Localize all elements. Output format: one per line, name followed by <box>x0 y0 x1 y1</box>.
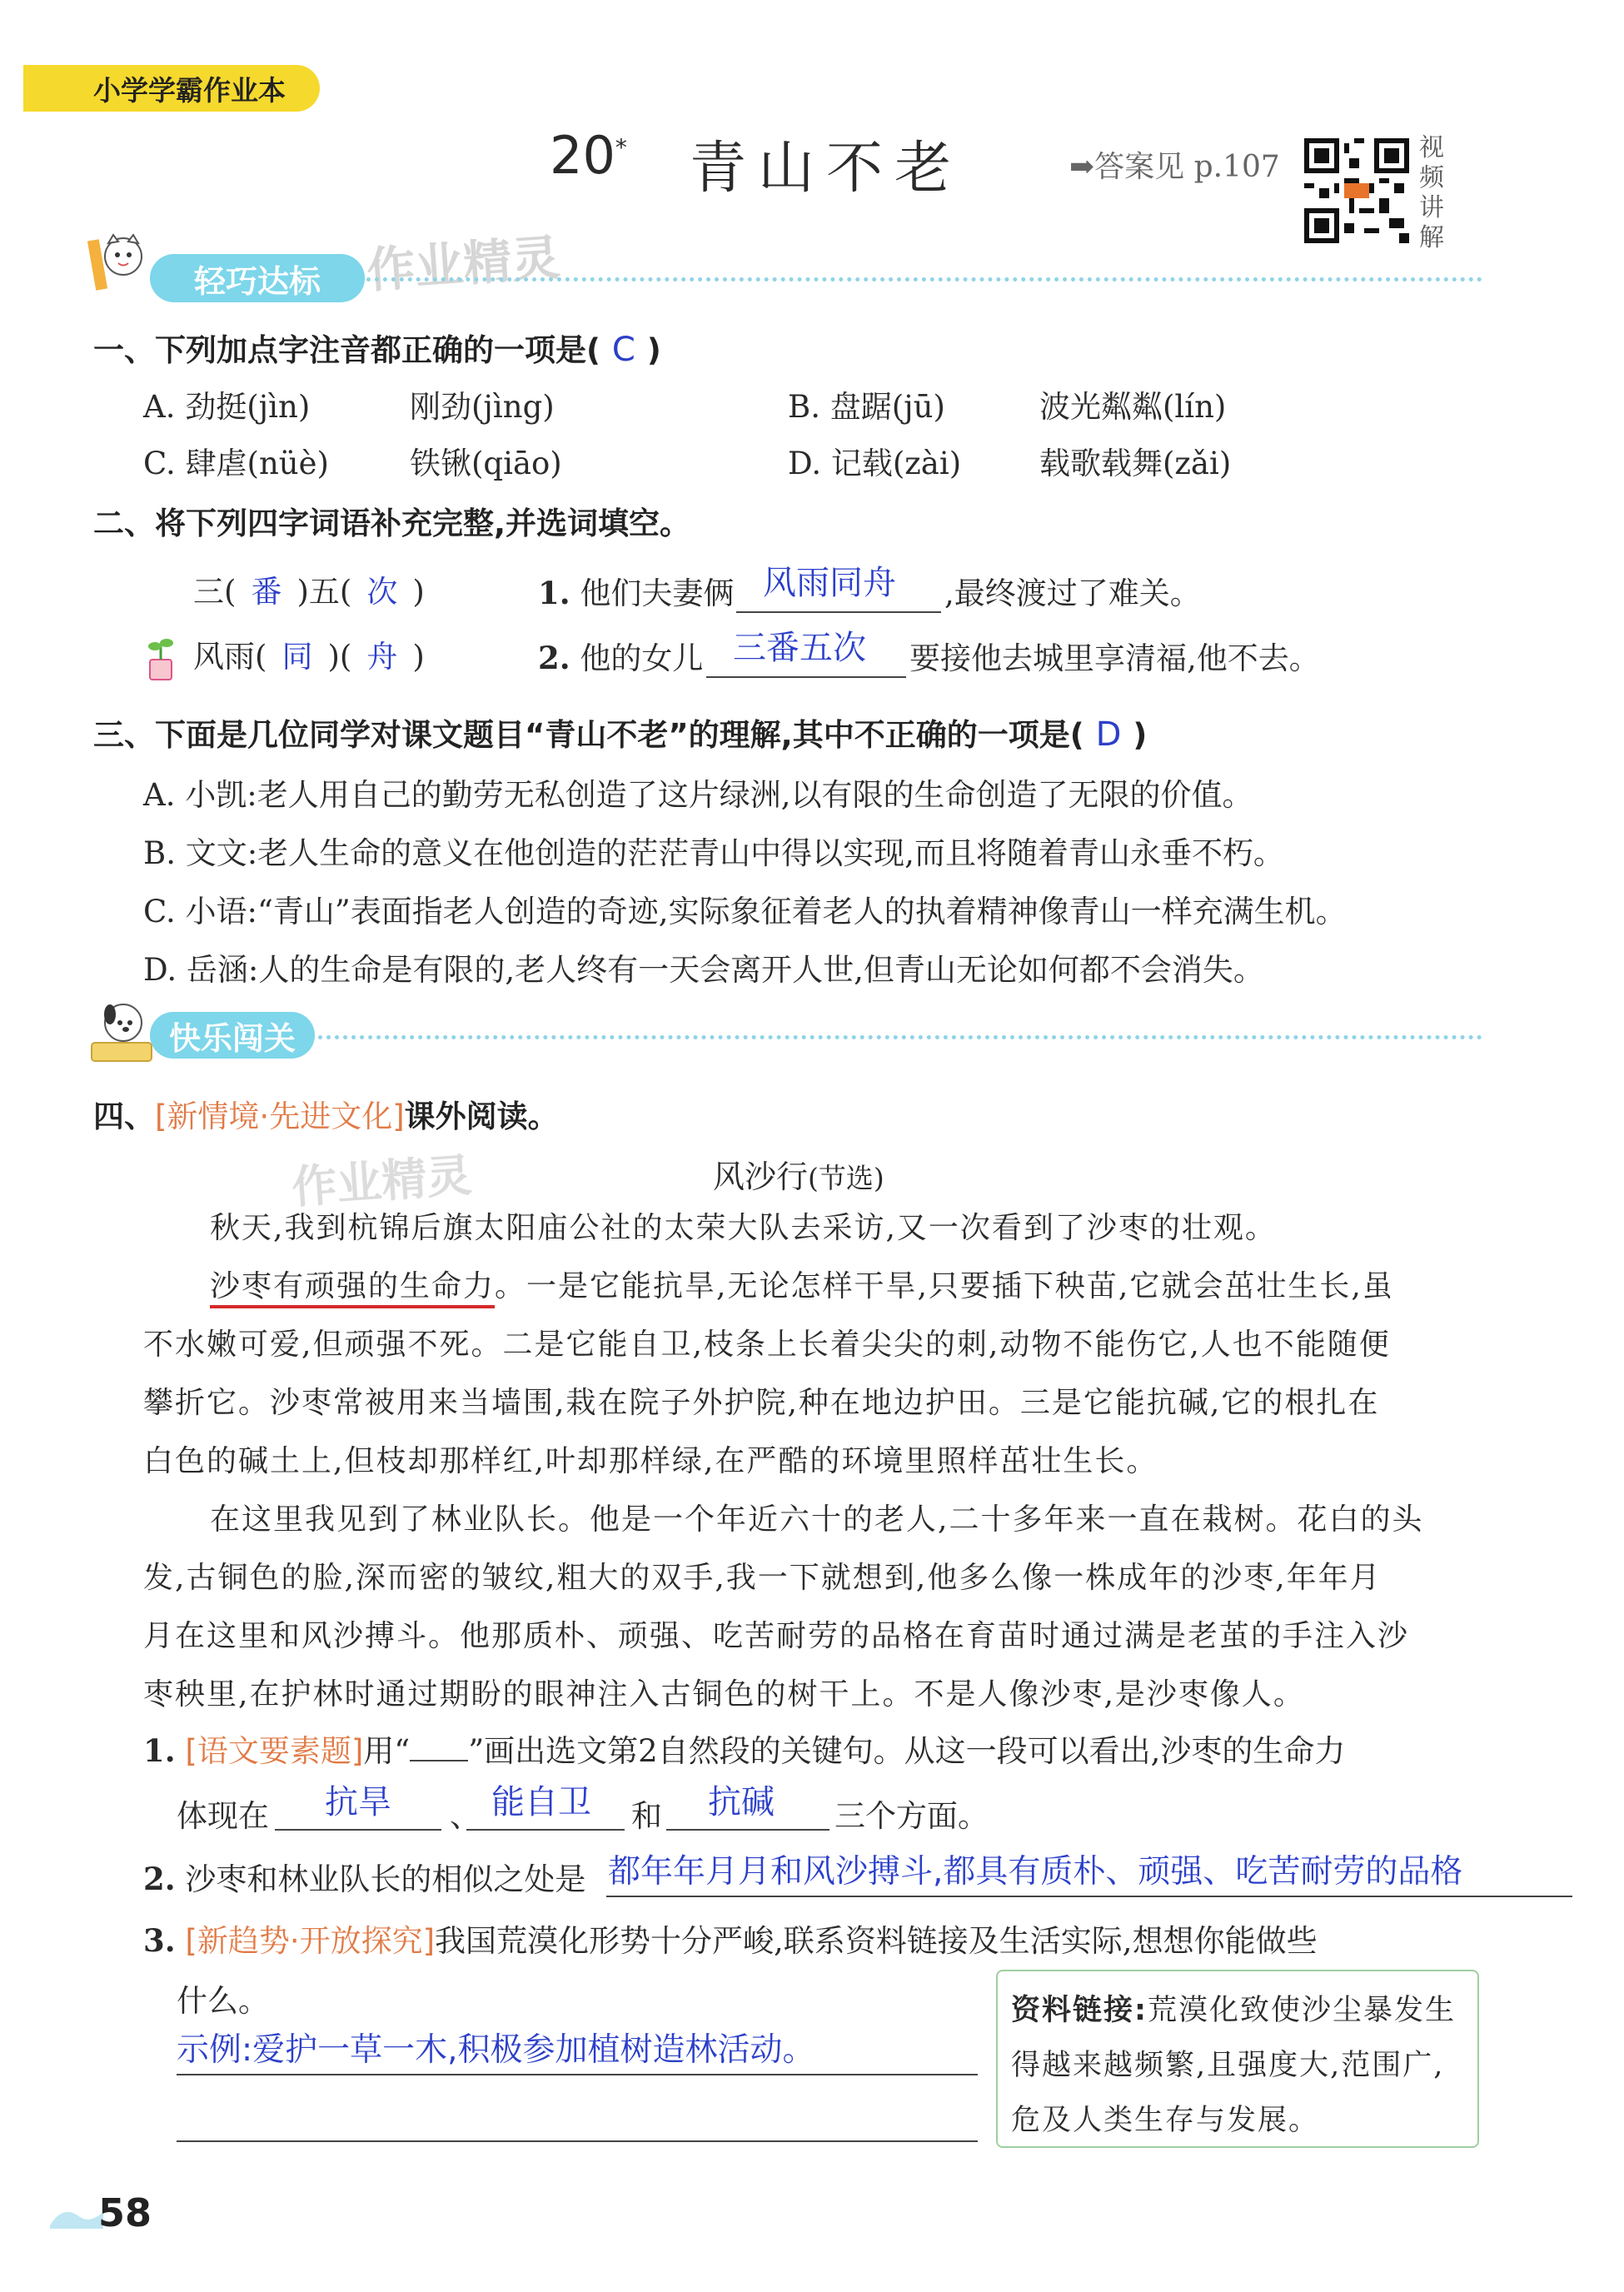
q3-answer: D <box>1095 715 1122 754</box>
passage-line: 攀折它。沙枣常被用来当墙围,栽在院子外护院,种在地边护田。三是它能抗碱,它的根扎在 <box>143 1386 1380 1420</box>
answer-blank-line <box>177 2074 978 2075</box>
passage-title: 风沙行(节选) <box>713 1158 884 1195</box>
q3-option-c: C. 小语:“青山”表面指老人创造的奇迹,实际象征着老人的执着精神像青山一样充满生机。 <box>143 894 1347 929</box>
video-explanation-label: 视 频 讲 解 <box>1419 133 1444 252</box>
resource-link-box <box>996 1970 1479 2148</box>
resource-text: 荒漠化致使沙尘暴发生得越来越频繁,且强度大,范围广,危及人类生存与发展。 <box>1011 1994 1457 2137</box>
plant-icon <box>140 633 182 683</box>
watermark: 作业精灵 <box>290 1148 474 1214</box>
q4-tag: [新情境·先进文化] <box>155 1099 405 1134</box>
answer-blank-line <box>666 1829 829 1831</box>
passage-line: 枣秧里,在护林时通过期盼的眼神注入古铜色的树干上。不是人像沙枣,是沙枣像人。 <box>143 1677 1305 1712</box>
q2-sentence-1: 1. 他们夫妻俩 <box>538 575 735 611</box>
qr-code[interactable] <box>1304 138 1409 243</box>
answer-blank-line <box>736 611 941 613</box>
answer-blank-line <box>706 676 906 678</box>
subquestion-3: 3. [新趋势·开放探究]我国荒漠化形势十分严峻,联系资料链接及生活实际,想想你能做些 <box>143 1922 1318 1959</box>
q1-answer: C <box>611 331 635 369</box>
q2-answer-1: 风雨同舟 <box>763 564 896 602</box>
passage-paragraph-3: 在这里我见到了林业队长。他是一个年近六十的老人,二十多年来一直在栽树。花白的头 <box>210 1502 1424 1537</box>
resource-label: 资料链接: <box>1011 1994 1148 2027</box>
q1-option-c: C. 肆虐(nüè) <box>143 446 329 481</box>
answer-reference: ➡答案见 p.107 <box>1069 150 1280 184</box>
sub1-answer-3: 抗碱 <box>708 1783 775 1821</box>
series-badge <box>23 65 320 112</box>
q1-option-c-word2: 铁锹(qiāo) <box>410 446 562 481</box>
q1-option-b: B. 盘踞(jū) <box>788 389 945 425</box>
question-4: 四、[新情境·先进文化]课外阅读。 <box>93 1099 559 1134</box>
q3-option-d: D. 岳涵:人的生命是有限的,老人终有一天会离开人世,但青山无论如何都不会消失。 <box>143 952 1264 988</box>
answer-blank-line <box>606 1896 1572 1897</box>
q3-option-b: B. 文文:老人生命的意义在他创造的茫茫青山中得以实现,而且将随着青山永垂不朽。 <box>143 835 1284 871</box>
watermark: 作业精灵 <box>365 228 562 299</box>
q1-option-b-word2: 波光粼粼(lín) <box>1039 389 1227 425</box>
answer-blank-line <box>466 1829 625 1831</box>
series-title: 小学学霸作业本 <box>93 73 286 107</box>
q2-sentence-2: 2. 他的女儿 <box>538 640 704 676</box>
subquestion-1-end: 三个方面。 <box>834 1798 989 1834</box>
q1-option-a-word2: 刚劲(jìng) <box>410 389 555 425</box>
separator: 、 <box>450 1798 481 1834</box>
q3-option-a: A. 小凯:老人用自己的勤劳无私创造了这片绿洲,以有限的生命创造了无限的价值。 <box>143 777 1253 813</box>
q2-sentence-2-end: 要接他去城里享清福,他不去。 <box>909 640 1320 676</box>
arrow-right-icon: ➡ <box>1069 150 1095 184</box>
sub3-answer: 示例:爱护一草一木,积极参加植树造林活动。 <box>177 2031 815 2069</box>
section-divider <box>366 277 1482 282</box>
question-1: 一、下列加点字注音都正确的一项是( C ) <box>93 331 661 369</box>
answer-blank-line <box>275 1829 441 1831</box>
question-3: 三、下面是几位同学对课文题目“青山不老”的理解,其中不正确的一项是( D ) <box>93 715 1148 754</box>
lesson-title: 青山不老 <box>690 136 964 202</box>
passage-paragraph-2-line-1: 沙枣有顽强的生命力。一是它能抗旱,无论怎样干旱,只要插下秧苗,它就会茁壮生长,虽 <box>210 1258 1394 1316</box>
passage-line: 月在这里和风沙搏斗。他那质朴、顽强、吃苦耐劳的品格在育苗时通过满是老茧的手注入沙 <box>143 1619 1410 1653</box>
q1-option-a: A. 劲挺(jìn) <box>143 389 311 425</box>
subquestion-1: 1. [语文要素题]用“ ”画出选文第2自然段的关键句。从这一段可以看出,沙枣的生命力 <box>143 1732 1346 1769</box>
sub2-answer: 都年年月月和风沙搏斗,都具有质朴、顽强、吃苦耐劳的品格 <box>608 1853 1463 1891</box>
reading-mascot-icon <box>87 996 157 1068</box>
passage-line: 发,古铜色的脸,深而密的皱纹,粗大的双手,我一下就想到,他多么像一株成年的沙枣,年年月 <box>143 1561 1382 1595</box>
page-number: 58 <box>98 2190 152 2235</box>
section-basic: 轻巧达标 <box>150 254 365 302</box>
passage-line: 不水嫩可爱,但顽强不死。二是它能自卫,枝条上长着尖尖的刺,动物不能伤它,人也不能随便 <box>143 1328 1391 1362</box>
passage-line: 白色的碱土上,但枝却那样红,叶却那样绿,在严酷的环境里照样茁壮生长。 <box>143 1444 1158 1478</box>
q1-option-d-word2: 载歌载舞(zǎi) <box>1039 446 1232 481</box>
subquestion-1-line-2: 体现在 <box>177 1798 269 1834</box>
q2-answer-2: 三番五次 <box>733 629 866 667</box>
section-advanced: 快乐闯关 <box>150 1012 315 1059</box>
key-sentence: 沙枣有顽强的生命力 <box>210 1269 495 1308</box>
passage-paragraph-1: 秋天,我到杭锦后旗太阳庙公社的太荣大队去采访,又一次看到了沙枣的壮观。 <box>210 1211 1277 1245</box>
idiom-1: 三( 番 )五( 次 ) <box>193 574 425 610</box>
subquestion-3-line-2: 什么。 <box>177 1983 269 2019</box>
answer-blank-line <box>177 2140 978 2142</box>
separator: 和 <box>631 1798 662 1834</box>
q2-sentence-1-end: ,最终渡过了难关。 <box>944 575 1201 611</box>
q1-option-d: D. 记载(zài) <box>788 446 962 481</box>
lesson-number: 20* <box>550 125 627 186</box>
pencil-mascot-icon <box>87 223 145 303</box>
sub1-answer-1: 抗旱 <box>325 1783 391 1821</box>
subquestion-2: 2. 沙枣和林业队长的相似之处是 <box>143 1861 586 1897</box>
idiom-2: 风雨( 同 )( 舟 ) <box>193 639 425 675</box>
question-2: 二、将下列四字词语补充完整,并选词填空。 <box>93 506 691 541</box>
section-divider <box>318 1035 1482 1039</box>
sub1-answer-2: 能自卫 <box>491 1783 591 1821</box>
